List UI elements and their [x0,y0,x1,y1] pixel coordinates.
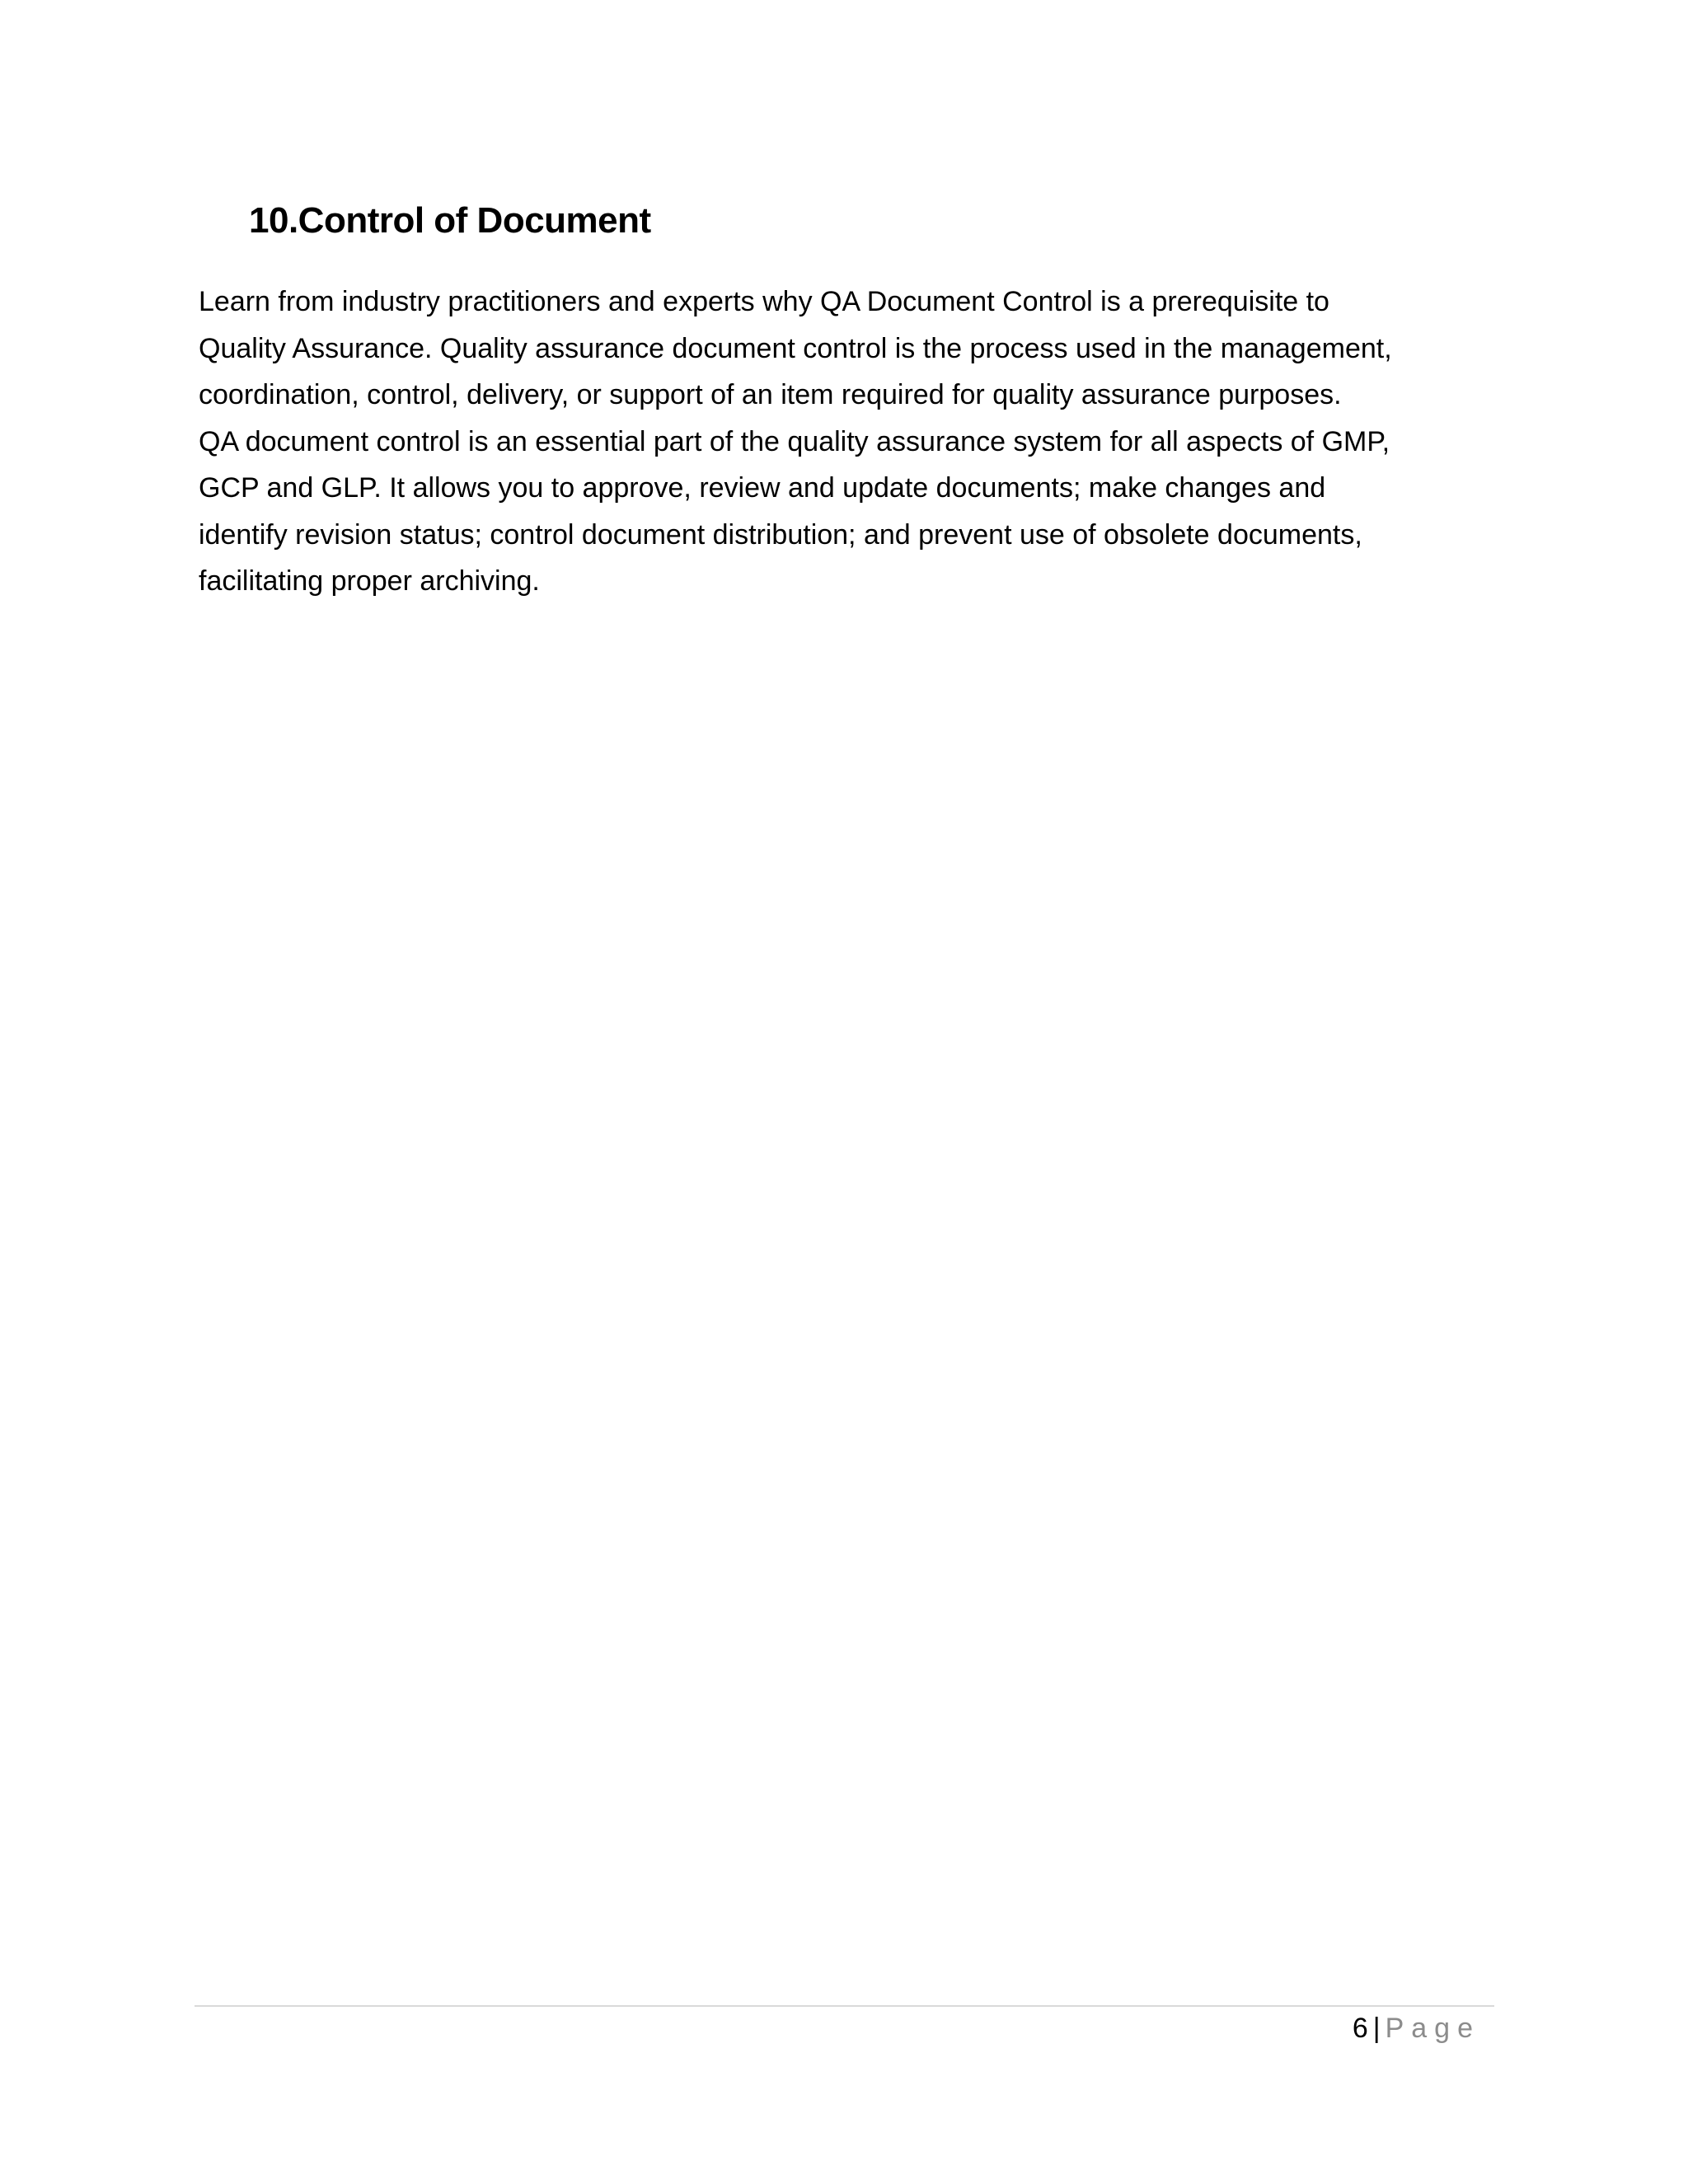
footer-separator: | [1372,2013,1381,2044]
page-number: 6 [1352,2013,1368,2044]
paragraph-line: QA document control is an essential part of the quality assurance system for all aspects of GMP, [199,425,1390,457]
page-label: Page [1385,2013,1480,2044]
footer-divider [195,2005,1494,2007]
paragraph-line: Quality Assurance. Quality assurance document control is the process used in the management, [199,332,1392,364]
paragraph-line: facilitating proper archiving. [199,565,540,597]
section-paragraph [199,279,1501,605]
paragraph-line: Learn from industry practitioners and experts why QA Document Control is a prerequisite to [199,286,1329,317]
section-heading: 10.Control of Document [249,200,651,241]
page-footer [1353,2008,1480,2049]
paragraph-line: coordination, control, delivery, or support of an item required for quality assurance purposes. [199,379,1342,410]
paragraph-line: GCP and GLP. It allows you to approve, review and update documents; make changes and [199,472,1326,504]
paragraph-line: identify revision status; control document distribution; and prevent use of obsolete documents, [199,518,1362,551]
